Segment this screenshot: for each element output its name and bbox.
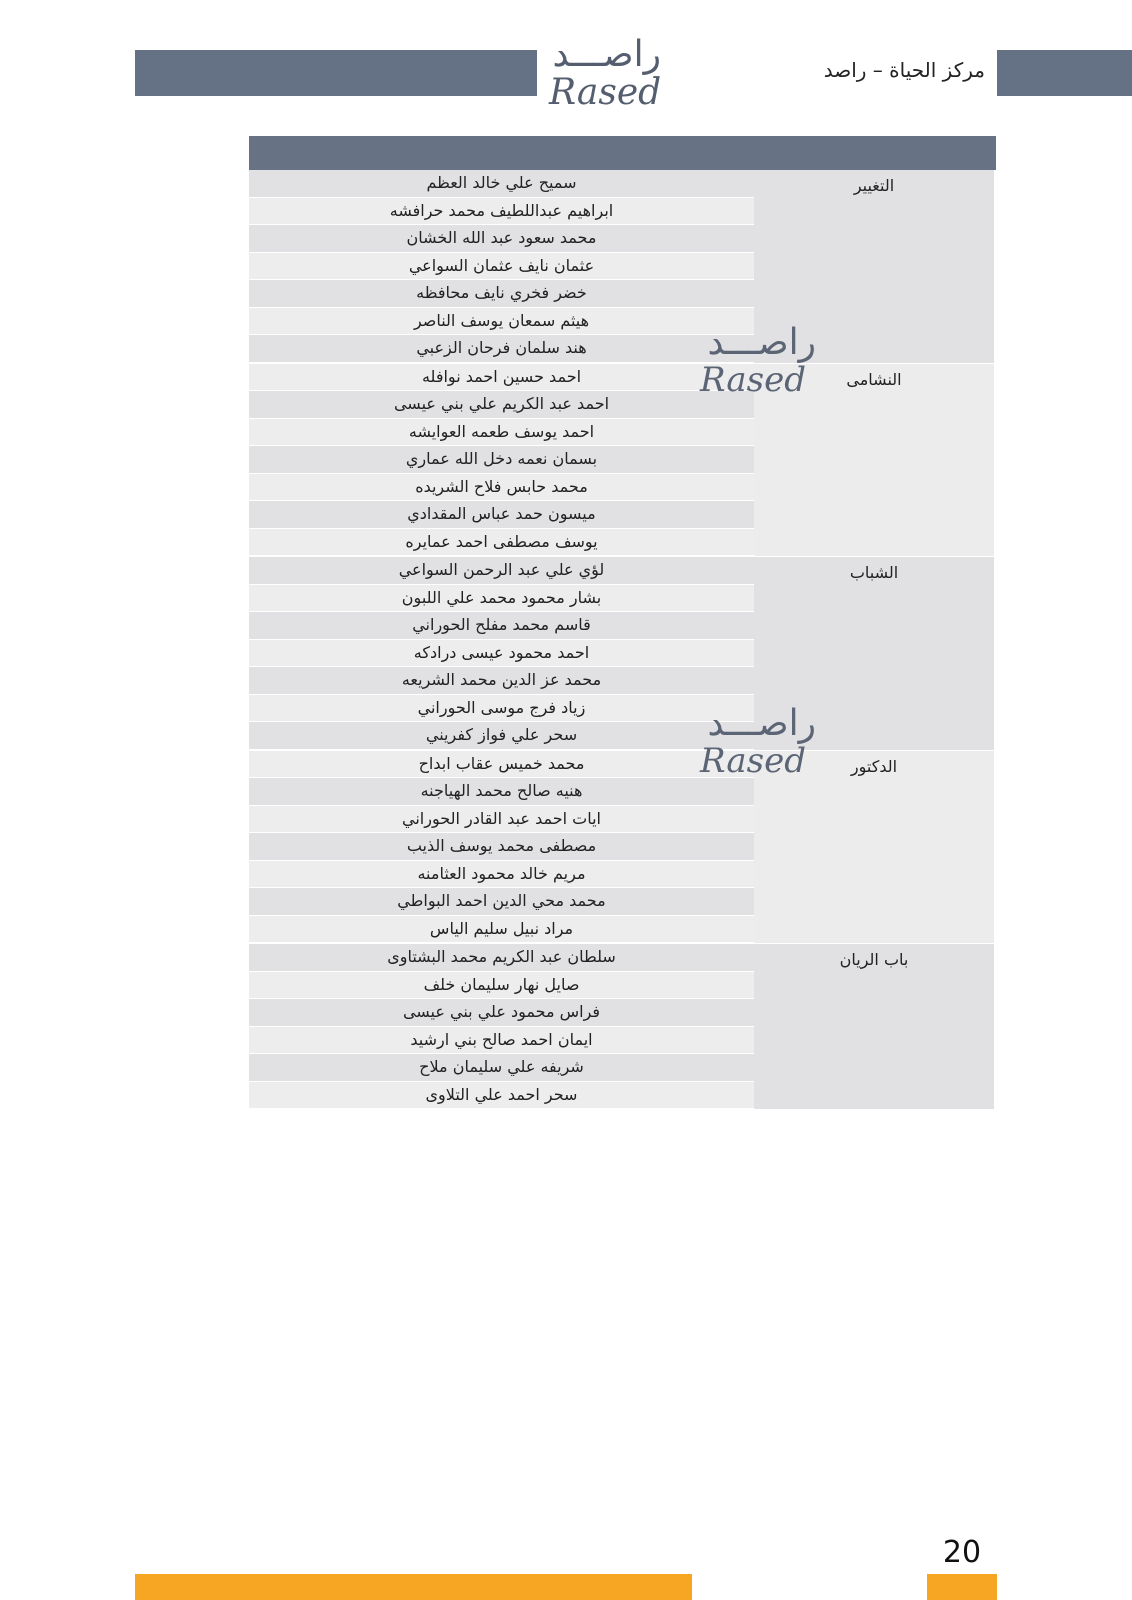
table-row: محمد خميس عقاب ابداح <box>249 751 754 779</box>
table-row: بشار محمود محمد علي اللبون <box>249 585 754 613</box>
group-names <box>249 557 754 750</box>
page-header-title: مركز الحياة – راصد <box>823 58 985 82</box>
table-row: قاسم محمد مفلح الحوراني <box>249 612 754 640</box>
table-row: عثمان نايف عثمان السواعي <box>249 253 754 281</box>
footer-bar-right <box>927 1574 997 1600</box>
table-row: فراس محمود علي بني عيسى <box>249 999 754 1027</box>
group-label: الدكتور <box>754 751 996 944</box>
table-group <box>249 170 996 364</box>
table-row: محمد سعود عبد الله الخشان <box>249 225 754 253</box>
table-header <box>249 136 996 170</box>
group-label: التغيير <box>754 170 996 363</box>
header-bar-right <box>997 50 1132 96</box>
table-group <box>249 944 996 1110</box>
table-row: سلطان عبد الكريم محمد البشتاوى <box>249 944 754 972</box>
watermark-arabic: راصـــد <box>707 322 816 363</box>
table-group <box>249 751 996 945</box>
table-row: احمد حسين احمد نوافله <box>249 364 754 392</box>
group-label: النشامى <box>754 364 996 557</box>
table-row: سميح علي خالد العظم <box>249 170 754 198</box>
table-row: هند سلمان فرحان الزعبي <box>249 335 754 363</box>
page-number: 20 <box>942 1535 982 1570</box>
table-row: شريفه علي سليمان ملاح <box>249 1054 754 1082</box>
group-names <box>249 364 754 557</box>
table-body <box>249 170 996 1110</box>
group-names <box>249 751 754 944</box>
logo-english: Rased <box>549 72 662 113</box>
table-row: سحر احمد علي التلاوى <box>249 1082 754 1110</box>
table-row: احمد عبد الكريم علي بني عيسى <box>249 391 754 419</box>
footer-bar-left <box>135 1574 692 1600</box>
watermark-english: Rased <box>700 741 806 781</box>
table-row: هيثم سمعان يوسف الناصر <box>249 308 754 336</box>
table-row: خضر فخري نايف محافظه <box>249 280 754 308</box>
members-table <box>249 136 996 1110</box>
table-row: مصطفى محمد يوسف الذيب <box>249 833 754 861</box>
header-bar-left <box>135 50 537 96</box>
table-row: مراد نبيل سليم الياس <box>249 916 754 944</box>
table-group <box>249 557 996 751</box>
table-row: ايمان احمد صالح بني ارشيد <box>249 1027 754 1055</box>
group-label: باب الريان <box>754 944 996 1109</box>
table-row: محمد عز الدين محمد الشريعه <box>249 667 754 695</box>
group-names <box>249 944 754 1109</box>
table-row: احمد محمود عيسى درادكه <box>249 640 754 668</box>
table-row: يوسف مصطفى احمد عمايره <box>249 529 754 557</box>
table-row: ميسون حمد عباس المقدادي <box>249 501 754 529</box>
table-row: صايل نهار سليمان خلف <box>249 972 754 1000</box>
table-row: ايات احمد عبد القادر الحوراني <box>249 806 754 834</box>
table-row: زياد فرج موسى الحوراني <box>249 695 754 723</box>
table-row: بسمان نعمه دخل الله عماري <box>249 446 754 474</box>
table-row: احمد يوسف طعمه العوايشه <box>249 419 754 447</box>
logo-arabic: راصـــد <box>552 34 661 75</box>
watermark-english: Rased <box>700 360 806 400</box>
table-row: هنيه صالح محمد الهياجنه <box>249 778 754 806</box>
watermark-arabic: راصـــد <box>707 703 816 744</box>
table-row: مريم خالد محمود العثامنه <box>249 861 754 889</box>
group-names <box>249 170 754 363</box>
table-group <box>249 364 996 558</box>
table-row: لؤي علي عبد الرحمن السواعي <box>249 557 754 585</box>
table-row: ابراهيم عبداللطيف محمد حرافشه <box>249 198 754 226</box>
table-row: محمد محي الدين احمد البواطي <box>249 888 754 916</box>
table-row: محمد حابس فلاح الشريده <box>249 474 754 502</box>
table-row: سحر علي فواز كفريني <box>249 722 754 750</box>
rased-logo <box>545 30 675 116</box>
group-label: الشباب <box>754 557 996 750</box>
